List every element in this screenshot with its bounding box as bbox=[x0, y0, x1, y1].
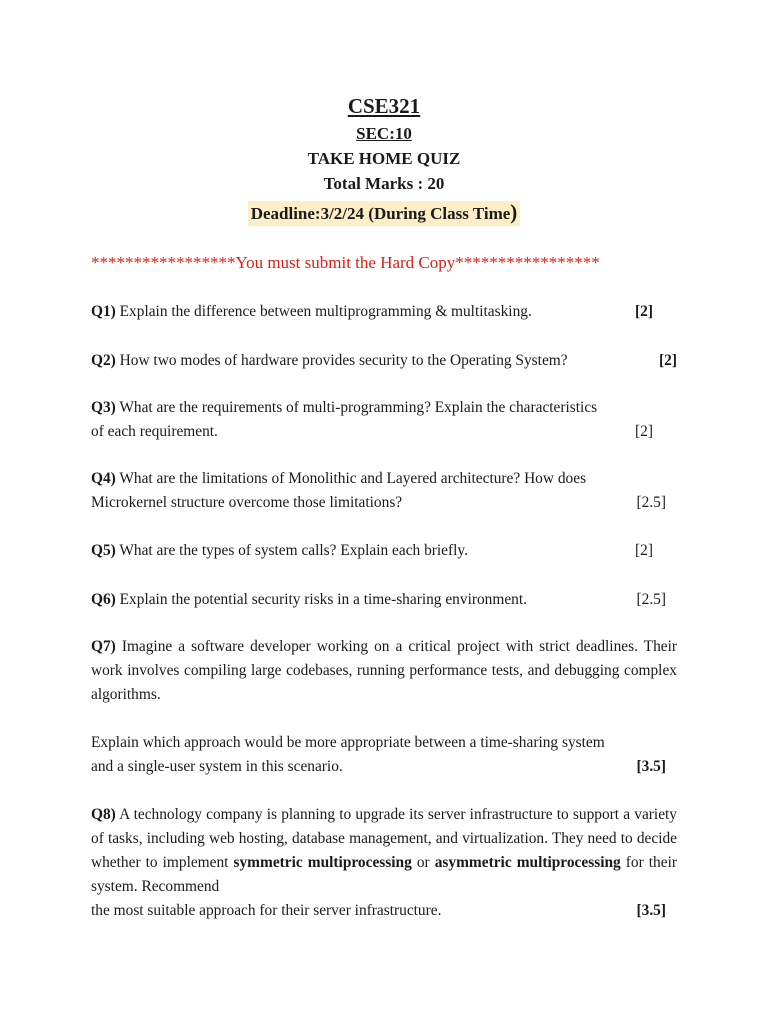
hard-copy-notice: *****************You must submit the Hard Copy***************** bbox=[91, 253, 600, 272]
question-marks: [2.5] bbox=[636, 494, 666, 511]
question-text-part-b: or bbox=[416, 854, 430, 871]
emphasis-symmetric: symmetric multiprocessing bbox=[233, 854, 412, 871]
question-text-line-2: of each requirement. bbox=[91, 423, 218, 440]
deadline-highlight bbox=[248, 201, 521, 226]
question-marks: [2] bbox=[635, 542, 653, 559]
question-label: Q7) bbox=[91, 638, 116, 655]
question-marks: [3.5] bbox=[636, 758, 666, 775]
deadline-text: Deadline:3/2/24 (During Class Time bbox=[250, 204, 511, 223]
question-text-line-1: What are the requirements of multi-programming? Explain the characteristics bbox=[119, 399, 598, 416]
question-task-line-2: and a single-user system in this scenario. bbox=[91, 758, 343, 775]
question-text: Explain the difference between multiprogramming & multitasking. bbox=[119, 303, 532, 320]
question-8 bbox=[91, 803, 677, 923]
question-text: Explain the potential security risks in a time-sharing environment. bbox=[119, 591, 527, 608]
question-marks: [2] bbox=[659, 352, 677, 369]
question-6 bbox=[91, 588, 677, 612]
total-marks: Total Marks : 20 bbox=[323, 174, 445, 193]
question-label: Q8) bbox=[91, 806, 116, 823]
quiz-title: TAKE HOME QUIZ bbox=[307, 149, 461, 168]
question-text-line-2: Microkernel structure overcome those limitations? bbox=[91, 494, 403, 511]
question-5 bbox=[91, 539, 677, 563]
question-marks: [2] bbox=[635, 423, 653, 440]
question-text: What are the types of system calls? Explain each briefly. bbox=[119, 542, 468, 559]
question-label: Q4) bbox=[91, 470, 116, 487]
question-label: Q2) bbox=[91, 352, 116, 369]
question-7-task bbox=[91, 731, 677, 779]
question-1 bbox=[91, 300, 677, 324]
question-label: Q3) bbox=[91, 399, 116, 416]
question-text-last-line: the most suitable approach for their server infrastructure. bbox=[91, 902, 442, 919]
question-marks: [2.5] bbox=[636, 591, 666, 608]
emphasis-asymmetric: asymmetric multiprocessing bbox=[434, 854, 621, 871]
question-text: How two modes of hardware provides security to the Operating System? bbox=[119, 352, 568, 369]
question-label: Q1) bbox=[91, 303, 116, 320]
question-3 bbox=[91, 396, 677, 444]
question-4 bbox=[91, 467, 677, 515]
question-label: Q5) bbox=[91, 542, 116, 559]
question-7 bbox=[91, 635, 677, 707]
deadline-line bbox=[0, 201, 768, 226]
question-marks: [3.5] bbox=[636, 902, 666, 919]
section-number: SEC:10 bbox=[356, 124, 412, 143]
course-code: CSE321 bbox=[347, 94, 421, 118]
deadline-close-paren: ) bbox=[510, 200, 518, 224]
question-text-part-a: A technology company is planning to upgrade its server infrastructure to support a variety of tasks, including web hosting, database management, and virtualization. They need to decide whether to implement bbox=[91, 806, 677, 871]
question-marks: [2] bbox=[635, 303, 653, 320]
question-2 bbox=[91, 349, 677, 373]
question-task-line-1: Explain which approach would be more appropriate between a time-sharing system bbox=[91, 734, 605, 751]
question-label: Q6) bbox=[91, 591, 116, 608]
question-scenario: Imagine a software developer working on a critical project with strict deadlines. Their work involves compiling large codebases, running performance tests, and debugging complex algorithms. bbox=[91, 638, 677, 703]
question-text-part-c: for their system. Recommend bbox=[91, 854, 677, 895]
question-text-line-1: What are the limitations of Monolithic and Layered architecture? How does bbox=[119, 470, 587, 487]
